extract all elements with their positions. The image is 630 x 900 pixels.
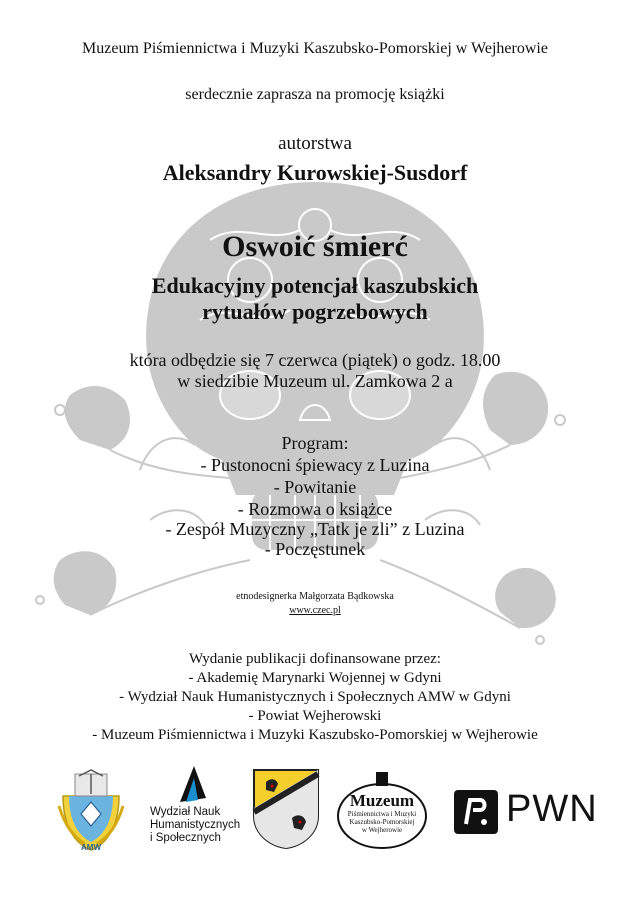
museum-header: Muzeum Piśmiennictwa i Muzyki Kaszubsko-Pomorskiej w Wejherowie: [82, 40, 548, 57]
funding-item: - Powiat Wejherowski: [248, 708, 382, 724]
coat-of-arms-logo: [252, 768, 320, 850]
pwn-text: PWN: [506, 788, 598, 830]
wnhs-logo: [150, 764, 240, 854]
funding-item: - Muzeum Piśmiennictwa i Muzyki Kaszubsko-Pomorskiej w Wejherowie: [92, 727, 538, 743]
wnhs-line: Humanistycznych: [150, 819, 241, 831]
sail-icon: [172, 764, 212, 804]
funding-item: - Wydział Nauk Humanistycznych i Społecznych AMW w Gdyni: [119, 689, 511, 705]
designer-link[interactable]: www.czec.pl: [289, 605, 341, 616]
designer-credit: etnodesignerka Małgorzata Bądkowska: [236, 591, 394, 602]
muzeum-line: Kaszubsko-Pomorskiej: [349, 818, 415, 826]
wnhs-line: Wydział Nauk: [150, 806, 221, 818]
amw-text: AMW: [81, 843, 101, 852]
book-subtitle-2: rytuałów pogrzebowych: [202, 299, 428, 324]
book-title: Oswoić śmierć: [222, 230, 408, 263]
wnhs-line: i Społecznych: [150, 832, 221, 844]
muzeum-line: Piśmiennictwa i Muzyki: [347, 810, 417, 818]
pwn-logo: [454, 790, 604, 834]
funding-heading: Wydanie publikacji dofinansowane przez:: [189, 651, 441, 667]
muzeum-line: w Wejherowie: [361, 826, 403, 834]
pwn-mark-icon: [454, 790, 498, 834]
program-item: - Pustonocni śpiewacy z Luzina: [200, 455, 430, 475]
event-venue: w siedzibie Muzeum ul. Zamkowa 2 a: [177, 371, 453, 391]
program-item: - Rozmowa o książce: [237, 499, 393, 519]
invite-line: serdecznie zaprasza na promocję książki: [185, 86, 445, 103]
book-subtitle-1: Edukacyjny potencjał kaszubskich: [151, 273, 479, 298]
program-item: - Poczęstunek: [264, 539, 366, 559]
muzeum-title: Muzeum: [349, 791, 415, 810]
amw-emblem-logo: [55, 766, 127, 852]
event-date: która odbędzie się 7 czerwca (piątek) o godz. 18.00: [129, 350, 501, 370]
funding-item: - Akademię Marynarki Wojennej w Gdyni: [188, 670, 442, 686]
muzeum-logo: [336, 772, 428, 850]
program-heading: Program:: [281, 433, 349, 453]
author-label: autorstwa: [278, 133, 352, 154]
program-item: - Powitanie: [273, 477, 357, 497]
program-item: - Zespół Muzyczny „Tatk je zli” z Luzina: [165, 519, 465, 539]
sponsor-logos: [0, 762, 630, 862]
author-name: Aleksandry Kurowskiej-Susdorf: [162, 160, 468, 185]
